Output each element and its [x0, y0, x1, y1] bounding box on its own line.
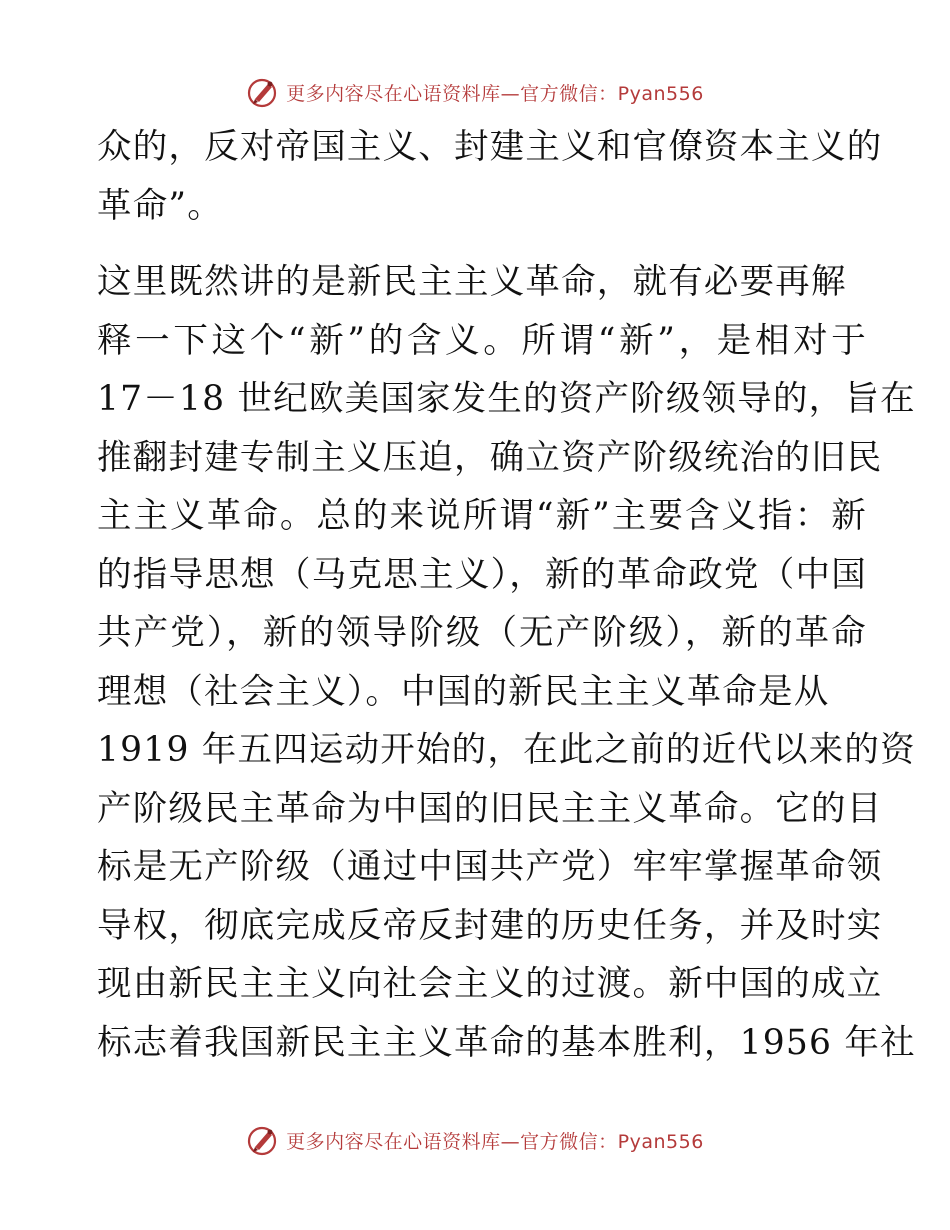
text-line: 的指导思想（马克思主义），新的革命政党（中国	[97, 554, 867, 595]
text-line: 标是无产阶级（通过中国共产党）牢牢掌握革命领	[97, 847, 883, 887]
text-line: 1919 年五四运动开始的，在此之前的近代以来的资	[97, 730, 916, 770]
text-line: 现由新民主主义向社会主义的过渡。新中国的成立	[97, 964, 883, 1004]
text-line: 导权，彻底完成反帝反封建的历史任务，并及时实	[97, 905, 883, 946]
text-line: 众的，反对帝国主义、封建主义和官僚资本主义的	[97, 127, 883, 167]
text-line: 主主义革命。总的来说所谓“新”主要含义指：新	[97, 496, 867, 536]
header-watermark	[0, 72, 950, 112]
text-line: 产阶级民主革命为中国的旧民主主义革命。它的目	[97, 788, 883, 829]
document-body	[97, 118, 916, 1072]
text-line: 共产党），新的领导阶级（无产阶级），新的革命	[97, 613, 867, 653]
text-line: 革命”。	[97, 185, 223, 226]
watermark-text: 更多内容尽在心语资料库—官方微信：Pyan556	[286, 1130, 704, 1153]
text-line: 这里既然讲的是新民主主义革命，就有必要再解	[97, 262, 847, 302]
paragraph-1	[97, 118, 883, 235]
paragraph-2	[97, 253, 916, 1072]
pen-seal-icon	[246, 75, 280, 109]
pen-seal-icon	[246, 1123, 280, 1157]
text-line: 标志着我国新民主主义革命的基本胜利，1956 年社	[97, 1022, 916, 1063]
watermark-text: 更多内容尽在心语资料库—官方微信：Pyan556	[286, 82, 704, 105]
text-line: 理想（社会主义）。中国的新民主主义革命是从	[97, 671, 830, 712]
footer-watermark	[0, 1120, 950, 1160]
text-line: 释一下这个“新”的含义。所谓“新”，是相对于	[97, 320, 867, 361]
text-line: 推翻封建专制主义压迫，确立资产阶级统治的旧民	[97, 437, 883, 478]
text-line: 17－18 世纪欧美国家发生的资产阶级领导的，旨在	[97, 379, 916, 419]
